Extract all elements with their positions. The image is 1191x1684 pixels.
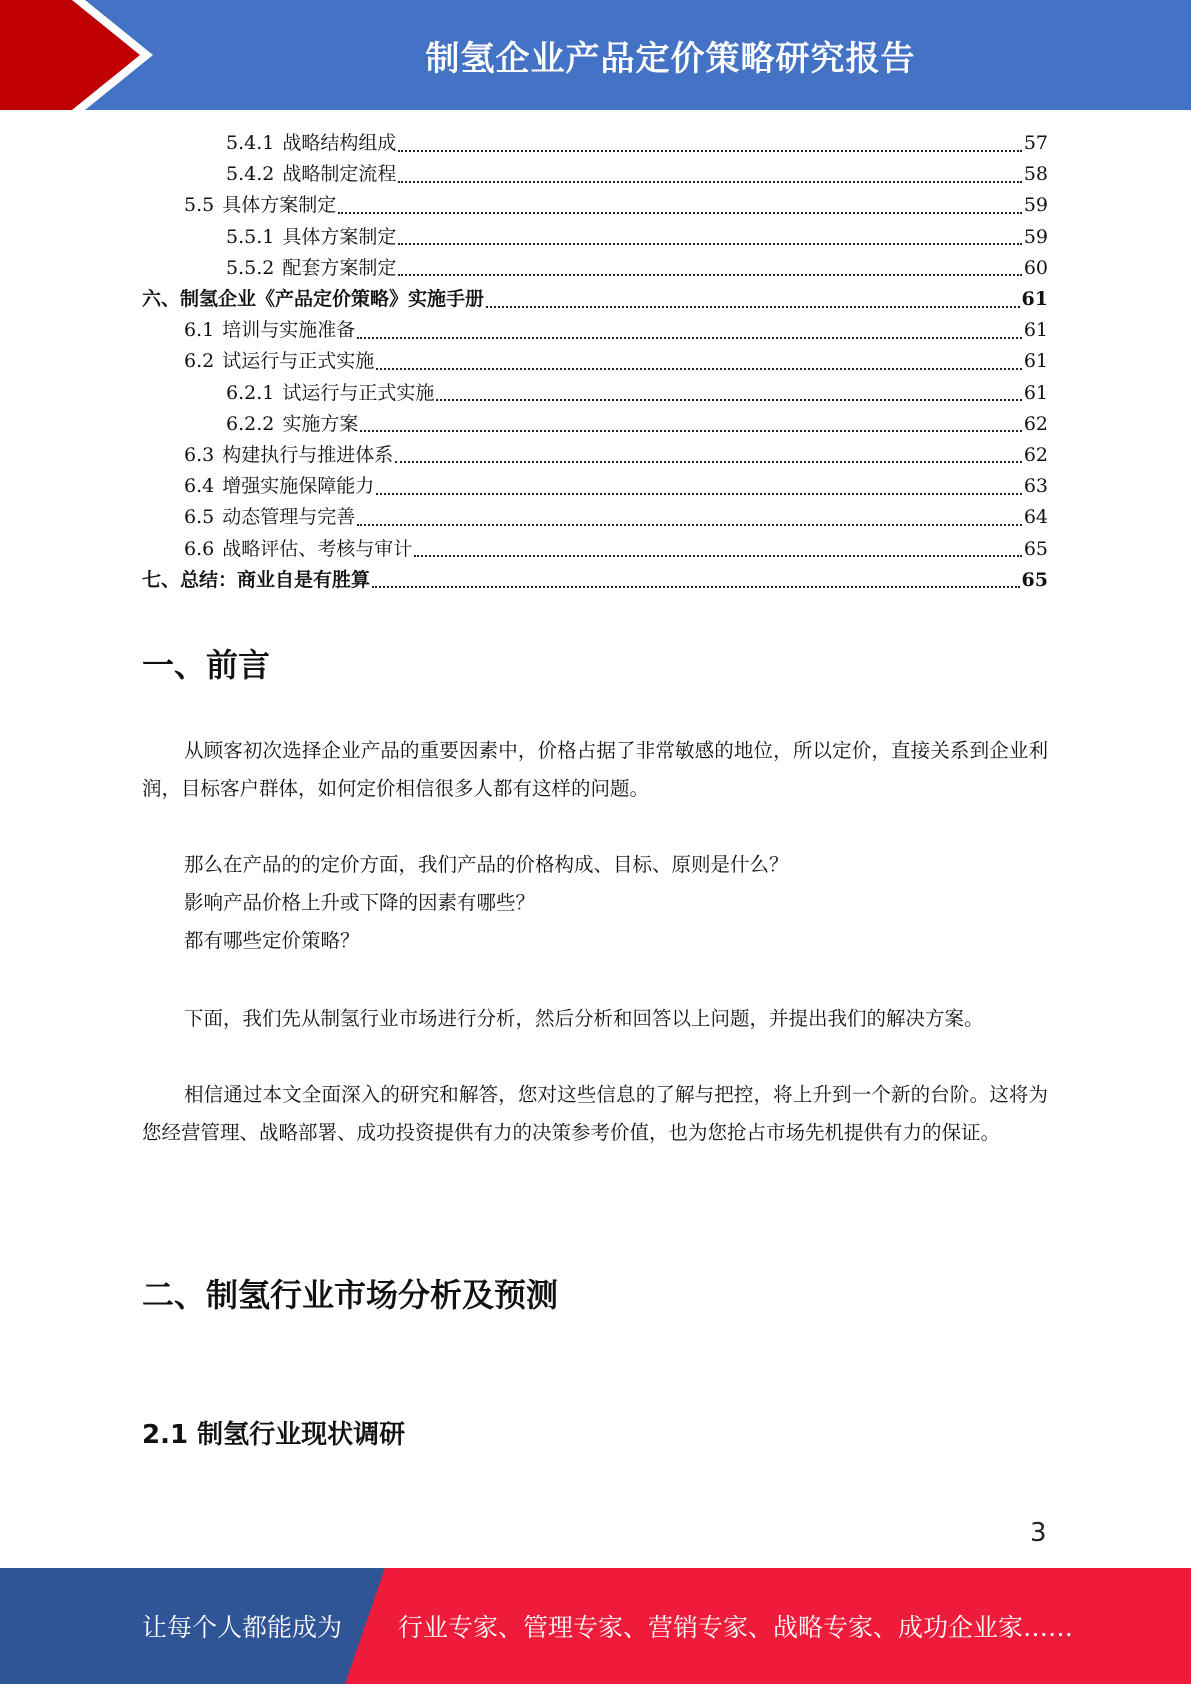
toc-entry-title: 培训与实施准备 bbox=[222, 319, 356, 342]
page-number: 3 bbox=[1030, 1518, 1047, 1548]
toc-entry[interactable] bbox=[142, 159, 1048, 190]
toc-entry[interactable] bbox=[142, 190, 1048, 221]
toc-entry-title: 动态管理与完善 bbox=[222, 506, 356, 529]
toc-entry[interactable] bbox=[142, 346, 1048, 377]
question-line: 那么在产品的的定价方面，我们产品的价格构成、目标、原则是什么？ bbox=[184, 853, 789, 876]
toc-dot-leader bbox=[486, 306, 1020, 308]
toc-entry-page: 62 bbox=[1023, 443, 1048, 466]
footer-slogan-right: 行业专家、管理专家、营销专家、战略专家、成功企业家…… bbox=[398, 1613, 1074, 1642]
toc-entry-title: 试运行与正式实施 bbox=[282, 381, 435, 404]
toc-entry[interactable] bbox=[142, 378, 1048, 409]
toc-dot-leader bbox=[398, 274, 1021, 276]
report-title: 制氢企业产品定价策略研究报告 bbox=[425, 38, 916, 79]
toc-entry-number: 5.5.2 bbox=[226, 256, 275, 279]
toc-entry-title: 战略结构组成 bbox=[282, 132, 397, 155]
toc-entry[interactable] bbox=[142, 222, 1048, 253]
toc-entry[interactable] bbox=[142, 284, 1048, 315]
preface-paragraph-3: 相信通过本文全面深入的研究和解答，您对这些信息的了解与把控，将上升到一个新的台阶。这将为您经营管理、战略部署、成功投资提供有力的决策参考价值，也为您抢占市场先机提供有力的保证。 bbox=[142, 1083, 1048, 1144]
toc-entry-page: 65 bbox=[1023, 537, 1048, 560]
toc-entry-number: 6.6 bbox=[184, 537, 215, 560]
table-of-contents bbox=[142, 128, 1048, 596]
toc-dot-leader bbox=[398, 150, 1021, 152]
toc-entry-page: 59 bbox=[1023, 194, 1048, 217]
toc-dot-leader bbox=[376, 493, 1022, 495]
toc-entry[interactable] bbox=[142, 533, 1048, 564]
toc-entry-page: 60 bbox=[1023, 256, 1048, 279]
toc-entry-title: 战略评估、考核与审计 bbox=[222, 537, 413, 560]
toc-entry-title: 配套方案制定 bbox=[282, 256, 397, 279]
footer-slogan-left: 让每个人都能成为 bbox=[142, 1613, 343, 1642]
toc-entry[interactable] bbox=[142, 128, 1048, 159]
toc-dot-leader bbox=[398, 181, 1021, 183]
toc-entry-page: 64 bbox=[1023, 506, 1048, 529]
toc-dot-leader bbox=[395, 461, 1022, 463]
toc-dot-leader bbox=[398, 243, 1021, 245]
toc-entry-page: 61 bbox=[1023, 350, 1048, 373]
toc-entry[interactable] bbox=[142, 502, 1048, 533]
toc-dot-leader bbox=[376, 368, 1022, 370]
toc-entry-page: 61 bbox=[1023, 381, 1048, 404]
toc-entry-page: 59 bbox=[1023, 225, 1048, 248]
toc-entry-page: 63 bbox=[1023, 475, 1048, 498]
toc-dot-leader bbox=[338, 212, 1022, 214]
toc-entry-number: 6.4 bbox=[184, 475, 215, 498]
toc-dot-leader bbox=[357, 524, 1022, 526]
question-line: 影响产品价格上升或下降的因素有哪些？ bbox=[184, 891, 536, 914]
toc-entry-title: 战略制定流程 bbox=[282, 163, 397, 186]
toc-entry-page: 58 bbox=[1023, 163, 1048, 186]
toc-entry-number: 6.2.1 bbox=[226, 381, 275, 404]
toc-entry-title: 增强实施保障能力 bbox=[222, 475, 375, 498]
toc-entry-title: 具体方案制定 bbox=[222, 194, 337, 217]
toc-entry[interactable] bbox=[142, 440, 1048, 471]
toc-dot-leader bbox=[360, 430, 1021, 432]
toc-entry-page: 61 bbox=[1023, 319, 1048, 342]
toc-entry[interactable] bbox=[142, 253, 1048, 284]
toc-entry-number: 5.5.1 bbox=[226, 225, 275, 248]
subsection-heading: 2.1 制氢行业现状调研 bbox=[142, 1420, 406, 1450]
toc-entry-number: 6.1 bbox=[184, 319, 215, 342]
toc-entry-title: 试运行与正式实施 bbox=[222, 350, 375, 373]
toc-entry-number: 6.5 bbox=[184, 506, 215, 529]
toc-dot-leader bbox=[414, 555, 1022, 557]
toc-entry-page: 62 bbox=[1023, 412, 1048, 435]
toc-entry-number: 5.4.1 bbox=[226, 132, 275, 155]
toc-entry-page: 57 bbox=[1023, 132, 1048, 155]
header-banner bbox=[0, 0, 1191, 110]
toc-entry-page: 65 bbox=[1021, 568, 1048, 591]
toc-dot-leader bbox=[372, 586, 1020, 588]
toc-entry-number: 6.2.2 bbox=[226, 412, 275, 435]
toc-entry-page: 61 bbox=[1021, 288, 1048, 311]
toc-entry-title: 六、制氢企业《产品定价策略》实施手册 bbox=[142, 288, 485, 311]
toc-entry[interactable] bbox=[142, 315, 1048, 346]
section-heading-market-analysis: 二、制氢行业市场分析及预测 bbox=[142, 1276, 559, 1314]
toc-entry-title: 七、总结：商业自是有胜算 bbox=[142, 568, 371, 591]
toc-entry-number: 6.2 bbox=[184, 350, 215, 373]
preface-paragraph-2: 下面，我们先从制氢行业市场进行分析，然后分析和回答以上问题，并提出我们的解决方案。 bbox=[184, 1007, 984, 1030]
toc-entry-title: 具体方案制定 bbox=[282, 225, 397, 248]
toc-entry-title: 构建执行与推进体系 bbox=[222, 443, 394, 466]
toc-entry-number: 5.4.2 bbox=[226, 163, 275, 186]
toc-entry[interactable] bbox=[142, 565, 1048, 596]
toc-entry[interactable] bbox=[142, 409, 1048, 440]
toc-dot-leader bbox=[357, 337, 1022, 339]
preface-paragraph-1: 从顾客初次选择企业产品的重要因素中，价格占据了非常敏感的地位，所以定价，直接关系到企业利润，目标客户群体，如何定价相信很多人都有这样的问题。 bbox=[142, 739, 1048, 800]
section-heading-preface: 一、前言 bbox=[142, 646, 271, 684]
toc-entry-title: 实施方案 bbox=[282, 412, 359, 435]
toc-dot-leader bbox=[436, 399, 1021, 401]
footer-banner bbox=[0, 1568, 1191, 1684]
toc-entry[interactable] bbox=[142, 471, 1048, 502]
toc-entry-number: 6.3 bbox=[184, 443, 215, 466]
question-line: 都有哪些定价策略？ bbox=[184, 929, 360, 952]
toc-entry-number: 5.5 bbox=[184, 194, 215, 217]
